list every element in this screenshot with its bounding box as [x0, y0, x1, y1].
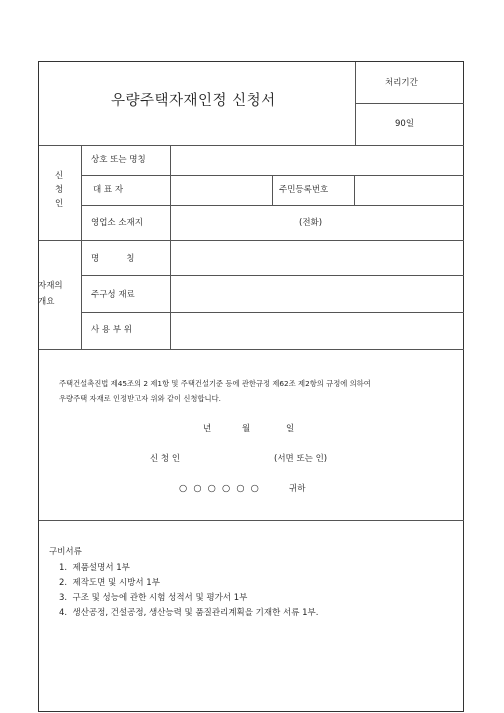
statement-line-1: 주택건설촉진법 제45조의 2 제1항 및 주택건설기준 등에 관한규정 제62조 제2항의 규정에 의하여: [59, 379, 371, 388]
company-name-label: 상호 또는 명칭: [91, 155, 146, 165]
processing-divider: [355, 103, 464, 104]
addressee-circles: ○ ○ ○ ○ ○ ○: [179, 483, 259, 494]
signature-note: (서면 또는 인): [274, 454, 328, 464]
processing-period-value: 90일: [395, 119, 415, 129]
form-title: 우량주택자재인정 신청서: [111, 93, 276, 109]
addressee-suffix: 귀하: [289, 484, 306, 494]
phone-label: (전화): [299, 218, 323, 228]
usage-location-label: 사 용 부 위: [91, 325, 132, 335]
application-form: [38, 61, 464, 712]
applicant-label-divider: [81, 145, 82, 240]
material-name-label: 명 칭: [91, 254, 135, 264]
date-month-label: 월: [242, 424, 251, 434]
material-section-line-2: 개요: [38, 297, 55, 307]
statement-line-2: 우량주택 자재로 인정받고자 위와 같이 신청합니다.: [59, 394, 221, 403]
material-section-line-1: 자재의: [38, 281, 63, 291]
document-item-1: 1. 제품설명서 1부: [59, 563, 130, 573]
date-year-label: 년: [203, 424, 212, 434]
applicant-section-char-2: 청: [55, 185, 64, 195]
rep-middle-divider: [272, 175, 273, 205]
representative-field[interactable]: [171, 176, 271, 204]
applicant-signer-label: 신 청 인: [150, 454, 181, 464]
document-item-4: 4. 생산공정, 건설공정, 생산능력 및 품질관리계획을 기재한 서류 1부.: [59, 608, 319, 618]
representative-label: 대 표 자: [93, 185, 124, 195]
document-item-3: 3. 구조 및 성능에 관한 시험 성적서 및 평가서 1부: [59, 593, 248, 603]
document-item-2: 2. 제작도면 및 시방서 1부: [59, 578, 160, 588]
statement-bottom-line: [39, 520, 464, 521]
usage-location-field[interactable]: [171, 313, 463, 348]
main-material-field[interactable]: [171, 276, 463, 311]
registration-number-field[interactable]: [355, 176, 463, 204]
processing-period-label: 처리기간: [385, 78, 418, 88]
applicant-section-char-1: 신: [55, 171, 64, 181]
required-documents-title: 구비서류: [49, 547, 82, 557]
material-label-divider: [81, 240, 82, 349]
registration-number-label: 주민등록번호: [279, 185, 329, 195]
material-bottom-line: [39, 349, 464, 350]
material-name-field[interactable]: [171, 241, 463, 274]
business-address-label: 영업소 소재지: [91, 218, 143, 228]
applicant-section-char-3: 인: [55, 199, 64, 209]
date-day-label: 일: [286, 424, 295, 434]
company-name-field[interactable]: [171, 146, 463, 174]
main-material-label: 주구성 재료: [91, 290, 135, 300]
